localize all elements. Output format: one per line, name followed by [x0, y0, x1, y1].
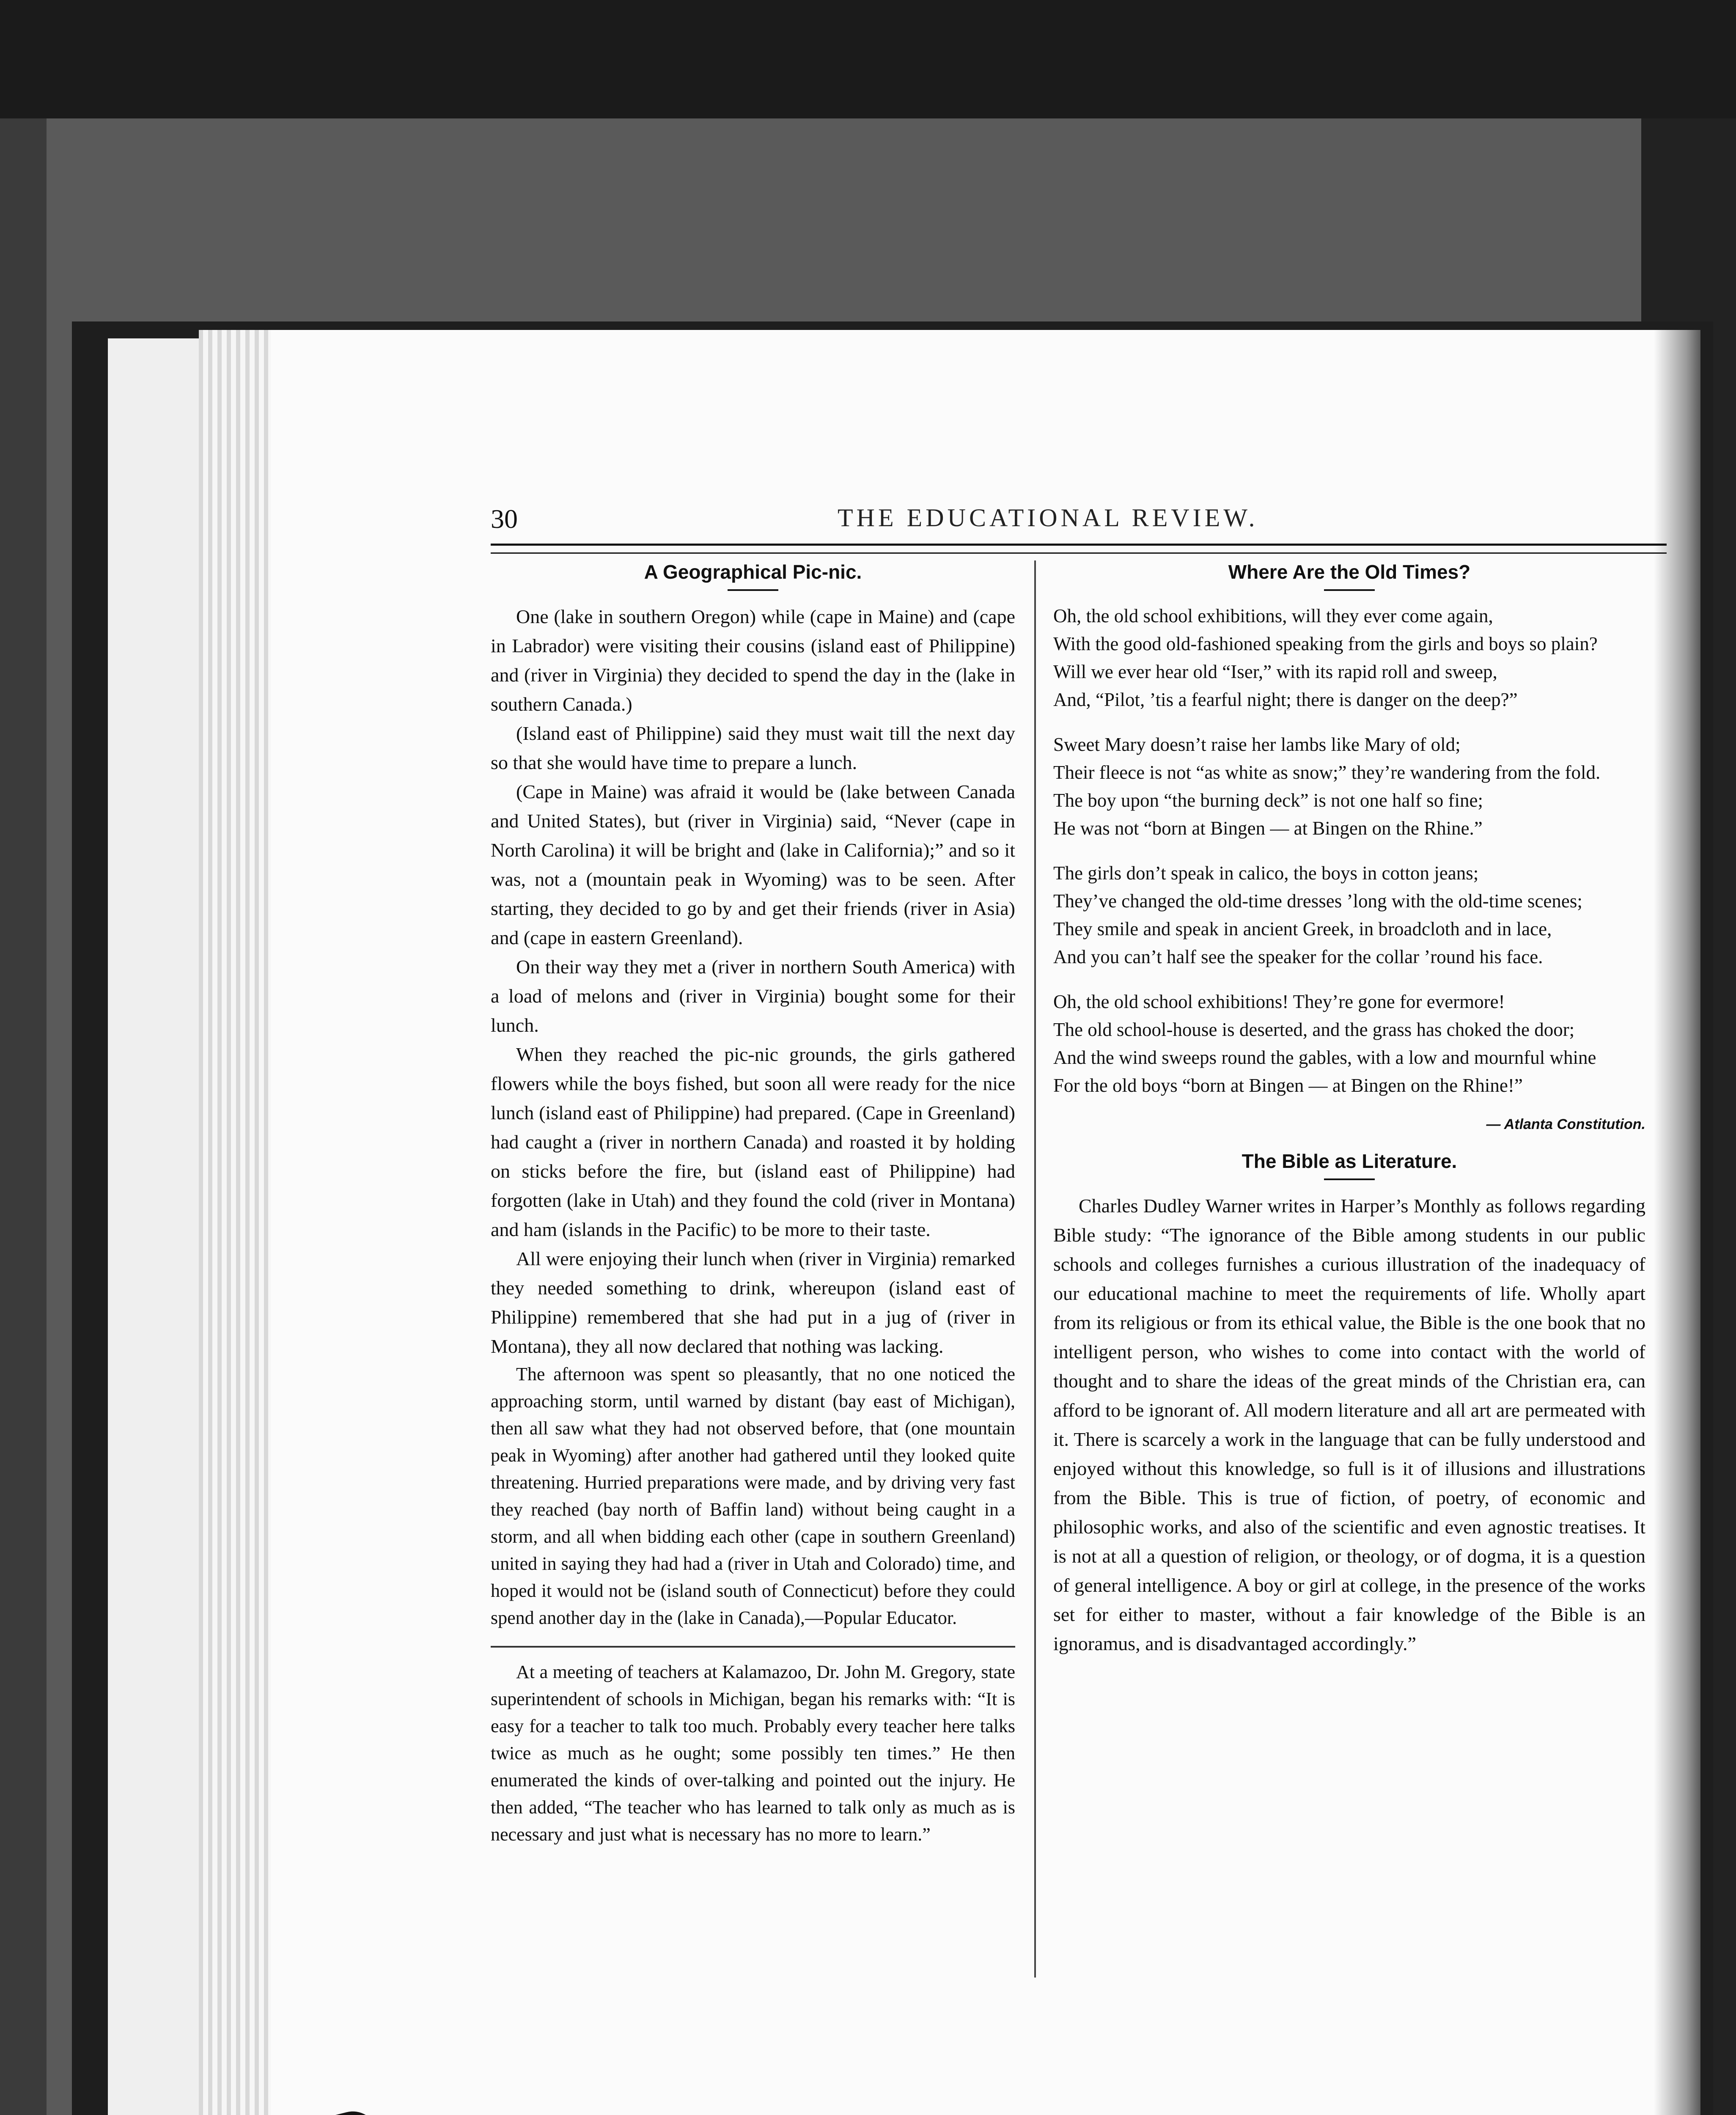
article-paragraph: On their way they met a (river in northern South America) with a load of melons and (river in Virginia) bought some for their lunch. — [491, 956, 1015, 1036]
poem-line: Sweet Mary doesn’t raise her lambs like Mary of old; — [1053, 734, 1461, 755]
page-number: 30 — [491, 504, 518, 534]
poem-line: And, “Pilot, ’tis a fearful night; there is danger on the deep?” — [1053, 689, 1518, 710]
poem-stanza — [1053, 602, 1645, 714]
poem-line: The boy upon “the burning deck” is not one half so fine; — [1053, 790, 1483, 811]
page-gutter-shadow — [1654, 330, 1700, 2115]
poem-line: With the good old-fashioned speaking from the girls and boys so plain? — [1053, 633, 1598, 654]
note-paragraph-kalamazoo: At a meeting of teachers at Kalamazoo, Dr. John M. Gregory, state superintendent of schools in Michigan, began his remarks with: “It is easy for a teacher to talk too much. Probably every teacher here talks twice as much as he ought; some possibly ten times.” He then enumerated the kinds of over-talking and pointed out the injury. He then added, “The teacher who has learned to talk only as much as is necessary and just what is necessary has no more to learn.” — [491, 1662, 1015, 1845]
journal-title: THE EDUCATIONAL REVIEW. — [838, 504, 1258, 532]
article-title-bible-literature: The Bible as Literature. — [1242, 1150, 1457, 1172]
poem-line: They smile and speak in ancient Greek, in broadcloth and in lace, — [1053, 918, 1552, 939]
poem-line: They’ve changed the old-time dresses ’long with the old-time scenes; — [1053, 890, 1582, 912]
article-paragraph: All were enjoying their lunch when (river in Virginia) remarked they needed something to drink, whereupon (island east of Philippine) remembered that she had put in a jug of (river in Montana), they all now declared that nothing was lacking. — [491, 1248, 1015, 1357]
poem-line: And the wind sweeps round the gables, with a low and mournful whine — [1053, 1047, 1596, 1068]
poem-attribution: — Atlanta Constitution. — [1486, 1116, 1645, 1132]
poem-line: Oh, the old school exhibitions! They’re gone for evermore! — [1053, 991, 1505, 1012]
right-column — [1053, 560, 1645, 1658]
article-paragraph: The afternoon was spent so pleasantly, that no one noticed the approaching storm, until warned by distant (bay east of Michigan), then all saw what they had not observed before, that (one mountain peak in Wyoming) after another had gathered until they looked quite threatening. Hurried preparations were made, and by driving very fast they reached (bay north of Baffin land) without being caught in a storm, and all when bidding each other (cape in southern Greenland) united in saying they had had a (river in Utah and Colorado) time, and hoped it would not be (island south of Connecticut) before they could spend another day in the (lake in Canada),—Popular Educator. — [491, 1364, 1015, 1628]
article-paragraph: (Island east of Philippine) said they must wait till the next day so that she would have time to prepare a lunch. — [491, 722, 1015, 773]
page-header — [491, 499, 1667, 537]
poem-line: The old school-house is deserted, and the grass has choked the door; — [1053, 1019, 1575, 1040]
title-rule — [728, 589, 778, 591]
poem-stanza — [1053, 988, 1645, 1099]
poem-title: Where Are the Old Times? — [1228, 561, 1471, 583]
poem-line: For the old boys “born at Bingen — at Bingen on the Rhine!” — [1053, 1075, 1523, 1096]
book-page — [271, 330, 1700, 2115]
poem-stanza — [1053, 731, 1645, 842]
article-paragraph: When they reached the pic-nic grounds, the girls gathered flowers while the boys fished, but soon all were ready for the nice lunch (island east of Philippine) had prepared. (Cape in Greenland) had caught a (river in northern Canada) and roasted it by holding on sticks before the fire, but (island east of Philippine) had forgotten (lake in Utah) and they found the cold (river in Montana) and ham (islands in the Pacific) to be more to their taste. — [491, 1044, 1015, 1240]
left-column — [491, 560, 1015, 1848]
poem-line: Will we ever hear old “Iser,” with its rapid roll and sweep, — [1053, 661, 1497, 682]
poem-line: He was not “born at Bingen — at Bingen on the Rhine.” — [1053, 818, 1483, 839]
title-rule — [1324, 1178, 1375, 1180]
poem-line: And you can’t half see the speaker for the collar ’round his face. — [1053, 946, 1543, 967]
scan-border-top — [0, 0, 1736, 118]
poem-line: Their fleece is not “as white as snow;” they’re wandering from the fold. — [1053, 762, 1601, 783]
title-rule — [1324, 589, 1375, 591]
section-rule — [491, 1646, 1015, 1648]
article-paragraph: (Cape in Maine) was afraid it would be (lake between Canada and United States), but (river in Virginia) said, “Never (cape in North Carolina) it will be bright and (lake in California);” and so it was, not a (mountain peak in Wyoming) was to be seen. After starting, they decided to go by and get their friends (river in Asia) and (cape in eastern Greenland). — [491, 781, 1015, 948]
article-title-geographical-picnic: A Geographical Pic-nic. — [644, 561, 862, 583]
column-divider — [1034, 560, 1036, 1978]
poem-stanza — [1053, 859, 1645, 971]
article-paragraph: Charles Dudley Warner writes in Harper’s Monthly as follows regarding Bible study: “The ignorance of the Bible among students in our public schools and colleges furnishes a curious illustration of the inadequacy of our educational machine to meet the requirements of life. Wholly apart from its religious or from its ethical value, the Bible is the one book that no intelligent person, who wishes to come into contact with the world of thought and to share the ideas of the great minds of the Christian era, can afford to be ignorant of. All modern literature and all art are permeated with it. There is scarcely a work in the language that can be fully understood and enjoyed without this knowledge, so full is it of illusions and illustrations from the Bible. This is true of fiction, of poetry, of economic and philosophic works, and also of the scientific and even agnostic treatises. It is not at all a question of religion, or theology, or of dogma, it is a question of general intelligence. A boy or girl at college, in the presence of the works set for either to master, without a fair knowledge of the Bible is an ignoramus, and is disadvantaged accordingly.” — [1053, 1195, 1645, 1654]
article-paragraph: One (lake in southern Oregon) while (cape in Maine) and (cape in Labrador) were visiting their cousins (island east of Philippine) and (river in Virginia) they decided to spend the day in the (lake in southern Canada.) — [491, 606, 1015, 715]
poem-line: The girls don’t speak in calico, the boys in cotton jeans; — [1053, 862, 1479, 884]
header-rule — [491, 544, 1667, 554]
poem-line: Oh, the old school exhibitions, will they ever come again, — [1053, 605, 1493, 626]
